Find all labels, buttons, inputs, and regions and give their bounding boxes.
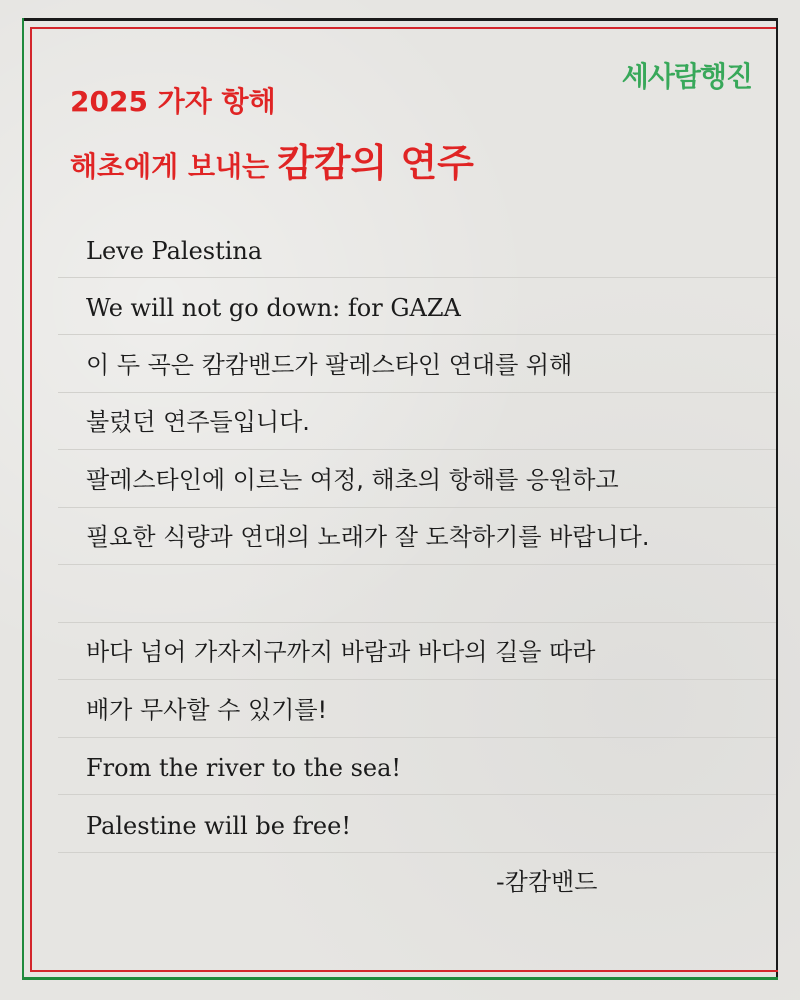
letter-line-text: Palestine will be free! [86, 811, 351, 840]
title-line-2 [70, 132, 474, 187]
letter-line [58, 220, 776, 278]
title-line-1: 2025 가자 항해 [70, 85, 276, 118]
letter-line [58, 508, 776, 566]
letter-line [58, 450, 776, 508]
letter-line-text: 바다 넘어 가자지구까지 바람과 바다의 길을 따라 [86, 638, 596, 666]
signature: -캄캄밴드 [496, 868, 598, 896]
title-line-2-prefix: 해초에게 보내는 [70, 150, 270, 183]
letter-line-text: 배가 무사할 수 있기를! [86, 695, 328, 724]
frame-right-black-line [776, 18, 778, 978]
letter-line [58, 393, 776, 451]
letter-line-text: 필요한 식량과 연대의 노래가 잘 도착하기를 바랍니다. [86, 523, 650, 551]
frame-top-red-line [30, 27, 778, 29]
letter-line-text: 팔레스타인에 이르는 여정, 해초의 항해를 응원하고 [86, 465, 619, 494]
letter-line-text: We will not go down: for GAZA [86, 294, 461, 322]
letter-body [58, 220, 776, 853]
letter-line [58, 680, 776, 738]
frame-left-green-line [22, 18, 24, 978]
frame-top-black-line [22, 18, 778, 21]
letter-line [58, 623, 776, 681]
letter-line [58, 795, 776, 853]
brand-logo: 세사람행진 [621, 60, 752, 93]
title-line-2-emphasis: 캄캄의 연주 [277, 141, 474, 185]
letter-line-blank [58, 565, 776, 623]
letter-line-text: From the river to the sea! [86, 754, 402, 782]
frame-left-red-line [30, 27, 32, 972]
letter-line-text: 불렀던 연주들입니다. [86, 408, 310, 436]
frame-bottom-red-line [30, 970, 778, 972]
letter-line [58, 335, 776, 393]
letter-line [58, 278, 776, 336]
letter-line [58, 738, 776, 796]
letter-line-text: 이 두 곡은 캄캄밴드가 팔레스타인 연대를 위해 [86, 350, 573, 379]
frame-bottom-green-line [22, 977, 778, 980]
letter-line-text: Leve Palestina [86, 236, 263, 265]
